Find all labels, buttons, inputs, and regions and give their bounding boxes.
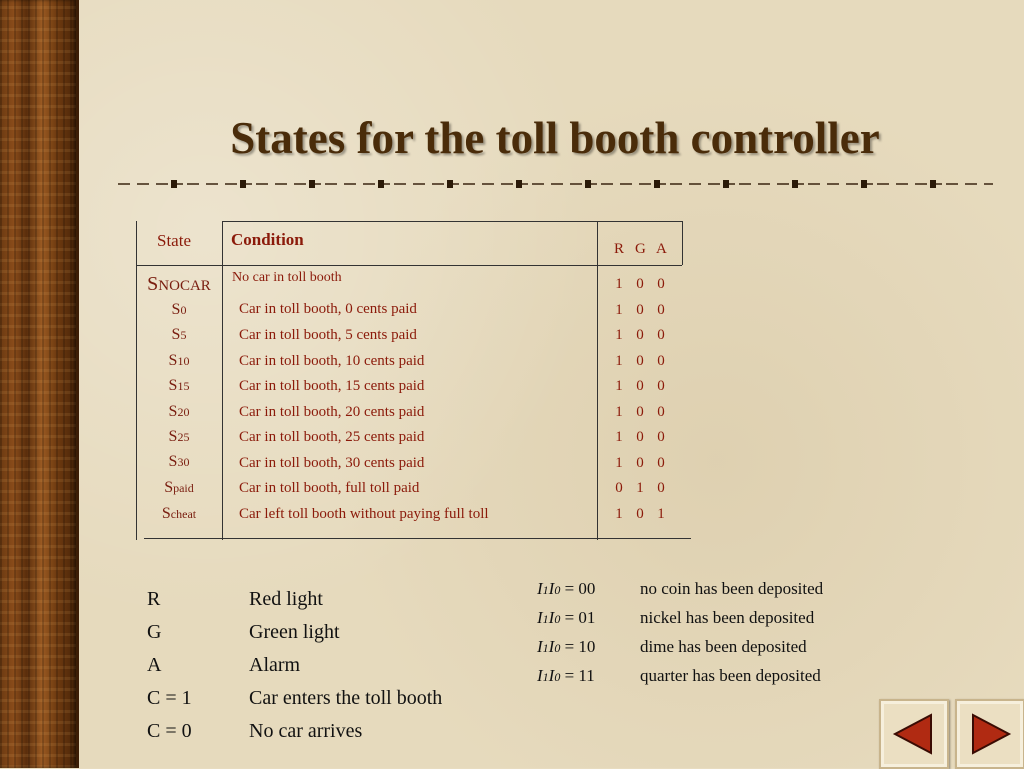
input-encoding-item — [537, 608, 877, 637]
input-code-part: 0 — [554, 612, 561, 626]
wood-border — [0, 0, 76, 768]
state-subscript: 10 — [177, 354, 190, 368]
output-row — [136, 404, 691, 429]
input-code-part: 0 — [554, 583, 561, 597]
input-code — [537, 666, 595, 686]
input-code-part: 0 — [554, 670, 561, 684]
output-a-cell: 0 — [657, 455, 665, 471]
table-line — [682, 221, 683, 265]
legend-item — [147, 654, 507, 687]
legend-key: R — [147, 588, 161, 610]
input-encoding-item — [537, 666, 877, 695]
legend-value: Green light — [249, 621, 340, 643]
output-r-cell: 1 — [615, 327, 623, 343]
prev-slide-button[interactable] — [879, 699, 949, 769]
condition-cell: Car in toll booth, 5 cents paid — [239, 327, 417, 343]
input-code-part: I — [537, 666, 543, 685]
condition-cell: Car left toll booth without paying full toll — [239, 506, 489, 522]
header-a: A — [656, 241, 667, 257]
output-g-cell: 0 — [636, 429, 644, 445]
legend-item — [147, 687, 507, 720]
legend — [147, 588, 507, 753]
output-g-cell: 0 — [636, 276, 644, 292]
legend-key: G — [147, 621, 162, 643]
output-g-cell: 0 — [636, 378, 644, 394]
header-state: State — [157, 231, 191, 250]
input-code — [537, 579, 595, 599]
legend-key: C = 0 — [147, 720, 192, 742]
output-r-cell: 1 — [615, 276, 623, 292]
output-a-cell: 0 — [657, 480, 665, 496]
triangle-left-icon — [889, 709, 939, 759]
input-description: dime has been deposited — [640, 637, 807, 656]
input-code-part: = 11 — [560, 666, 595, 685]
input-code-part: I — [548, 637, 555, 656]
output-r-cell: 1 — [615, 353, 623, 369]
input-code-part: I — [548, 666, 555, 685]
state-letter: S — [171, 326, 181, 343]
state-subscript: 15 — [177, 379, 190, 393]
output-a-cell: 0 — [657, 353, 665, 369]
state-letter: S — [147, 273, 159, 295]
condition-cell: Car in toll booth, 30 cents paid — [239, 455, 425, 471]
input-code-part: = 10 — [560, 637, 596, 656]
condition-cell: No car in toll booth — [232, 270, 342, 285]
state-subscript: 25 — [177, 430, 190, 444]
output-g-cell: 0 — [636, 455, 644, 471]
input-description: no coin has been deposited — [640, 579, 824, 598]
table-line — [222, 221, 682, 222]
output-row — [136, 378, 691, 403]
output-row — [136, 429, 691, 454]
output-row — [136, 276, 691, 301]
legend-value: Car enters the toll booth — [249, 687, 443, 709]
input-code-part: I — [548, 608, 555, 627]
output-r-cell: 1 — [615, 429, 623, 445]
output-r-cell: 1 — [615, 506, 623, 522]
legend-item — [147, 621, 507, 654]
condition-cell: Car in toll booth, 15 cents paid — [239, 378, 425, 394]
output-row — [136, 480, 691, 505]
input-code — [537, 637, 595, 657]
output-a-cell: 0 — [657, 404, 665, 420]
triangle-right-icon — [965, 709, 1015, 759]
decorative-divider — [118, 175, 993, 193]
output-g-cell: 0 — [636, 353, 644, 369]
state-letter: S — [168, 453, 178, 470]
state-letter: S — [164, 479, 174, 496]
output-row — [136, 353, 691, 378]
state-letter: S — [171, 301, 181, 318]
state-subscript: cheat — [170, 507, 197, 521]
input-description: nickel has been deposited — [640, 608, 815, 627]
state-letter: S — [161, 505, 171, 522]
state-letter: S — [168, 403, 178, 420]
output-g-cell: 1 — [636, 480, 644, 496]
legend-item — [147, 588, 507, 621]
input-encoding-item — [537, 579, 877, 608]
output-a-cell: 0 — [657, 302, 665, 318]
input-description: quarter has been deposited — [640, 666, 821, 685]
state-subscript: 0 — [180, 303, 187, 317]
input-code-part: 1 — [542, 641, 549, 655]
input-code-part: 0 — [554, 641, 561, 655]
wood-border-edge — [76, 0, 79, 768]
output-a-cell: 1 — [657, 506, 665, 522]
output-a-cell: 0 — [657, 327, 665, 343]
output-row — [136, 327, 691, 352]
input-code-part: 1 — [542, 612, 549, 626]
output-g-cell: 0 — [636, 404, 644, 420]
output-g-cell: 0 — [636, 506, 644, 522]
input-code-part: = 00 — [560, 579, 596, 598]
output-row — [136, 302, 691, 327]
output-a-cell: 0 — [657, 276, 665, 292]
output-r-cell: 1 — [615, 302, 623, 318]
condition-cell: Car in toll booth, 0 cents paid — [239, 301, 417, 317]
output-r-cell: 1 — [615, 404, 623, 420]
input-code-part: 1 — [542, 583, 549, 597]
condition-cell: Car in toll booth, full toll paid — [239, 480, 420, 496]
header-condition: Condition — [231, 230, 304, 249]
condition-cell: Car in toll booth, 25 cents paid — [239, 429, 425, 445]
output-g-cell: 0 — [636, 302, 644, 318]
header-g: G — [635, 241, 646, 257]
state-subscript: 30 — [177, 455, 190, 469]
input-encoding-item — [537, 637, 877, 666]
input-code-part: I — [537, 608, 543, 627]
output-r-cell: 1 — [615, 455, 623, 471]
legend-item — [147, 720, 507, 753]
output-row — [136, 506, 691, 531]
state-subscript: paid — [173, 481, 194, 495]
condition-cell: Car in toll booth, 10 cents paid — [239, 353, 425, 369]
state-subscript: 5 — [180, 328, 187, 342]
condition-cell: Car in toll booth, 20 cents paid — [239, 404, 425, 420]
input-encoding-list — [537, 579, 877, 695]
legend-value: Red light — [249, 588, 323, 610]
output-g-cell: 0 — [636, 327, 644, 343]
state-letter: S — [168, 377, 178, 394]
legend-key: C = 1 — [147, 687, 192, 709]
table-line — [144, 538, 691, 539]
input-code — [537, 608, 595, 628]
output-a-cell: 0 — [657, 429, 665, 445]
legend-key: A — [147, 654, 162, 676]
input-code-part: = 01 — [560, 608, 596, 627]
legend-value: Alarm — [249, 654, 301, 676]
output-r-cell: 0 — [615, 480, 623, 496]
state-subscript: 20 — [177, 405, 190, 419]
input-code-part: I — [548, 579, 555, 598]
output-row — [136, 455, 691, 480]
next-slide-button[interactable] — [955, 699, 1024, 769]
table-line — [136, 265, 682, 266]
states-table — [136, 221, 691, 540]
header-r: R — [614, 241, 625, 257]
output-a-cell: 0 — [657, 378, 665, 394]
state-letter: S — [168, 428, 178, 445]
input-code-part: I — [537, 579, 543, 598]
state-subscript: NOCAR — [158, 278, 211, 294]
state-letter: S — [168, 352, 178, 369]
input-code-part: 1 — [542, 670, 549, 684]
legend-value: No car arrives — [249, 720, 363, 742]
output-r-cell: 1 — [615, 378, 623, 394]
slide-title: States for the toll booth controller — [230, 113, 880, 163]
input-code-part: I — [537, 637, 543, 656]
